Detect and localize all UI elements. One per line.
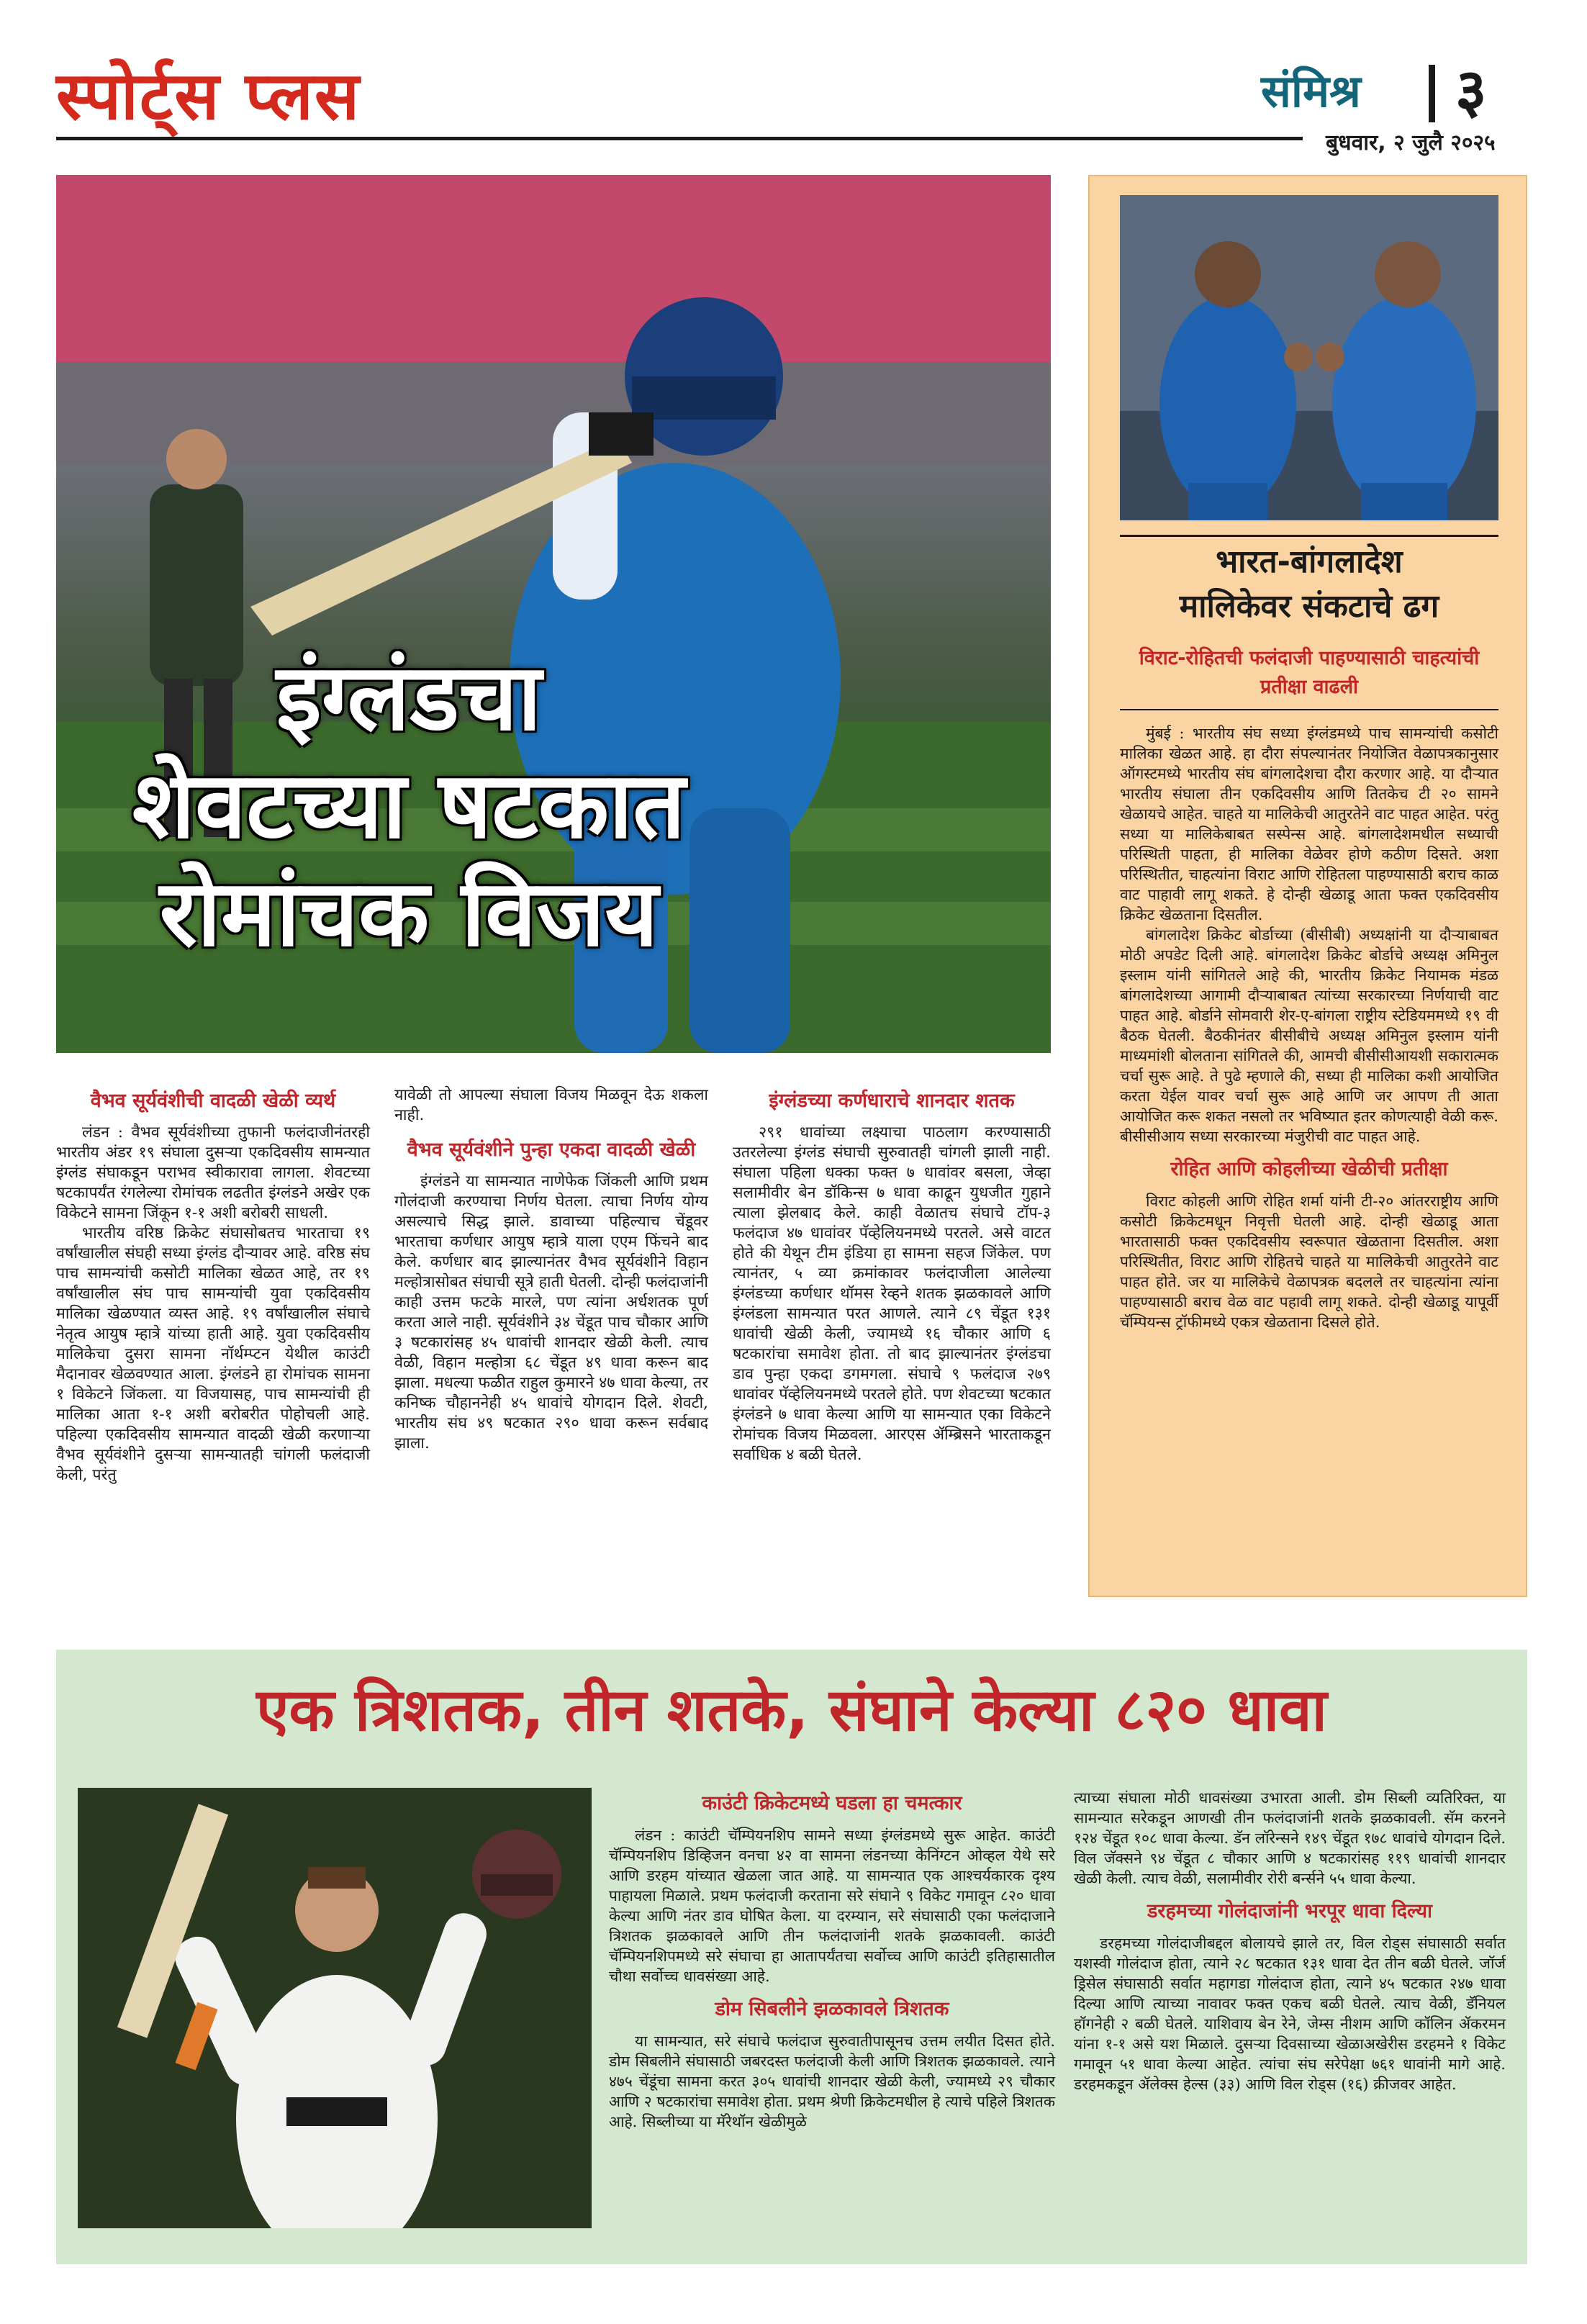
sidebar-rule — [1120, 535, 1498, 537]
sidebar-story — [1088, 175, 1527, 1597]
bottom-column-1 — [609, 1788, 1055, 2132]
sidebar-rule — [1120, 709, 1498, 710]
column-2-heading: वैभव सूर्यवंशीने पुन्हा एकदा वादळी खेळी — [407, 1139, 696, 1161]
article-paragraph: इंग्लंडने या सामन्यात नाणेफेक जिंकली आणि प्रथम गोलंदाजी करण्याचा निर्णय घेतला. त्याचा निर्णय योग्य असल्याचे सिद्ध झाले. डावाच्या पहिल्याच चेंडूवर भारताचा कर्णधार आयुष म्हात्रे याला एएम फिंचने बाद केले. कर्णधार बाद झाल्यानंतर वैभव सूर्यवंशीने विहान मल्होत्रासोबत संघाची सूत्रे हाती घेतली. दोन्ही फलंदाजांनी काही उत्तम फटके मारले, पण त्यांना अर्धशतक पूर्ण करता आले नाही. सूर्यवंशीने ३४ चेंडूत पाच चौकार आणि ३ षटकारांसह ४५ धावांची शानदार खेळी केली. त्याच वेळी, विहान मल्होत्रा ६८ चेंडूत ४९ धावा करून बाद झाला. मधल्या फळीत राहुल कुमारने ४७ धावा केल्या, तर कनिष्क चौहाननेही ४५ धावांचे योगदान दिले. शेवटी, भारतीय संघ ४९ षटकात २९० धावा करून सर्वबाद झाला. — [394, 1172, 708, 1452]
sidebar-deck: विराट-रोहितची फलंदाजी पाहण्यासाठी चाहत्यांची प्रतीक्षा वाढली — [1139, 647, 1480, 698]
article-column-3 — [733, 1085, 1051, 1465]
article-paragraph: या सामन्यात, सरे संघाचे फलंदाज सुरुवातीपासूनच उत्तम लयीत दिसत होते. डोम सिबलीने संघासाठी जबरदस्त फलंदाजी केली आणि त्रिशतक झळकावले. त्याने ४७५ चेंडूंचा सामना करत ३०५ धावांची शानदार खेळी केली, ज्यामध्ये २९ चौकार आणि २ षटकारांचा समावेश होता. प्रथम श्रेणी क्रिकेटमधील हे त्याचे पहिले त्रिशतक आहे. सिब्लीच्या या मॅरेथॉन खेळीमुळे — [609, 2033, 1055, 2130]
masthead-rule — [56, 137, 1303, 140]
sidebar-body — [1120, 723, 1498, 1332]
article-column-1 — [56, 1085, 370, 1486]
article-paragraph: डरहमच्या गोलंदाजीबद्दल बोलायचे झाले तर, विल रोड्स संघासाठी सर्वात यशस्वी गोलंदाज होता, त्याने २८ षटकात १३१ धावा देत तीन बळी घेतले. जॉर्ज ड्रिसेल संघासाठी सर्वात महागडा गोलंदाज होता, त्याने ४५ षटकात २४७ धावा दिल्या आणि त्याच्या नावावर फक्त एकच बळी घेतले. त्याच वेळी, डॅनियल हॉगनेही २ बळी घेतले. याशिवाय बेन रेने, जेम्स नीशम आणि कॉलिन ॲकरमन यांना १-१ असे यश मिळाले. दुसऱ्या दिवसाच्या खेळाअखेरीस डरहमने १ विकेट गमावून ५१ धावा केल्या आहेत. त्यांचा संघ सरेपेक्षा ७६१ धावांनी मागे आहे. डरहमकडून ॲलेक्स हेल्स (३३) आणि विल रोड्स (१६) क्रीजवर आहेत. — [1074, 1935, 1506, 2093]
column-3-heading: इंग्लंडच्या कर्णधाराचे शानदार शतक — [769, 1090, 1015, 1112]
hero-photo — [56, 175, 1051, 1053]
sidebar-photo — [1120, 195, 1498, 520]
column-1-heading: वैभव सूर्यवंशीची वादळी खेळी व्यर्थ — [90, 1090, 336, 1112]
section-separator — [1429, 65, 1435, 122]
article-paragraph: लंडन : काउंटी चॅम्पियनशिप सामने सध्या इंग्लंडमध्ये सुरू आहेत. काउंटी चॅम्पियनशिप डिव्हिजन वनचा ४२ वा सामना लंडनच्या केनिंग्टन ओव्हल येथे सरे आणि डरहम यांच्यात खेळला जात आहे. या सामन्यात एक आश्चर्यकारक दृश्य पाहायला मिळाले. प्रथम फलंदाजी करताना सरे संघाने ९ विकेट गमावून ८२० धावा केल्या आणि नंतर डाव घोषित केला. या दरम्यान, सरे संघासाठी एका फलंदाजाने त्रिशतक झळकावले आणि तीन फलंदाजांनी शतके झळकावली. काउंटी चॅम्पियनशिपमध्ये सरे संघाचा हा आतापर्यंतचा सर्वोच्च आणि काउंटी इतिहासातील चौथा सर्वोच्च धावसंख्या आहे. — [609, 1827, 1055, 1985]
article-column-2 — [394, 1085, 708, 1454]
hero-headline-line: रोमांचक विजय — [159, 860, 659, 967]
masthead-title: स्पोर्ट्स प्लस — [56, 58, 361, 135]
hero-headline — [85, 644, 733, 968]
article-paragraph: २९१ धावांच्या लक्ष्याचा पाठलाग करण्यासाठी उतरलेल्या इंग्लंड संघाची सुरुवातही चांगली झाली नाही. संघाला पहिला धक्का फक्त ७ धावांवर बसला, जेव्हा सलामीवीर बेन डॉकिन्स ७ धावा काढून युधजीत गुहाने त्याला झेलबाद केले. काही वेळातच संघाचे टॉप-३ फलंदाज ४७ धावांवर पॅव्हेलियनमध्ये परतले. असे वाटत होते की येथून टीम इंडिया हा सामना सहज जिंकेल. पण त्यानंतर, ५ व्या क्रमांकावर फलंदाजीला आलेल्या इंग्लंडच्या कर्णधार थॉमस रेव्हने शतक झळकावले आणि इंग्लंडला सामन्यात परत आणले. त्याने ८९ चेंडूत १३१ धावांची खेळी केली, ज्यामध्ये १६ चौकार आणि ६ षटकारांचा समावेश होता. तो बाद झाल्यानंतर इंग्लंडचा डाव पुन्हा एकदा डगमगला. संघाचे ९ फलंदाज २७९ धावांवर पॅव्हेलियनमध्ये परतले होते. पण शेवटच्या षटकात इंग्लंडने ७ धावा केल्या आणि या सामन्यात एका विकेटने रोमांचक विजय मिळवला. आरएस ॲम्ब्रिसने भारताकडून सर्वाधिक ४ बळी घेतले. — [733, 1123, 1051, 1464]
batsman-celebrating-illustration — [78, 1788, 592, 2228]
bottom-column-1-subheading: डोम सिबलीने झळकावले त्रिशतक — [715, 1998, 949, 2020]
issue-date: बुधवार, २ जुलै २०२५ — [1326, 130, 1496, 155]
sidebar-subheading: रोहित आणि कोहलीच्या खेळीची प्रतीक्षा — [1170, 1158, 1448, 1180]
bottom-story — [56, 1650, 1527, 2264]
bottom-column-2 — [1074, 1788, 1506, 2094]
article-paragraph: बांगलादेश क्रिकेट बोर्डाच्या (बीसीबी) अध्यक्षांनी या दौऱ्याबाबत मोठी अपडेट दिली आहे. बांगलादेश क्रिकेट बोर्डाचे अध्यक्ष अमिनुल इस्लाम यांनी सांगितले आहे की, भारतीय क्रिकेट नियामक मंडळ बांगलादेशच्या आगामी दौऱ्याबाबत त्यांच्या सरकारच्या निर्णयाची वाट पाहत आहे. बोर्डाने सोमवारी शेर-ए-बांगला राष्ट्रीय स्टेडियममध्ये १९ वी बैठक घेतली. बैठकीनंतर बीसीबीचे अध्यक्ष अमिनुल इस्लाम यांनी माध्यमांशी बोलताना सांगितले की, आमची बीसीसीआयशी सकारात्मक चर्चा सुरू आहे. ते पुढे म्हणाले की, सध्या ही मालिका कशी आयोजित करता येईल यावर चर्चा सुरू आहे आणि जर आपण ती आता आयोजित करू शकत नसलो तर भविष्यात इतर कोणत्याही वेळी करू. बीसीसीआय सध्या सरकारच्या मंजुरीची वाट पाहत आहे. — [1120, 926, 1498, 1145]
bottom-column-2-heading: डरहमच्या गोलंदाजांनी भरपूर धावा दिल्या — [1147, 1900, 1433, 1922]
section-name: संमिश्र — [1261, 65, 1361, 117]
sidebar-headline — [1120, 540, 1498, 629]
hero-headline-line: शेवटच्या षटकात — [132, 752, 686, 859]
article-paragraph: मुंबई : भारतीय संघ सध्या इंग्लंडमध्ये पाच सामन्यांची कसोटी मालिका खेळत आहे. हा दौरा संपल्यानंतर नियोजित वेळापत्रकानुसार ऑगस्टमध्ये भारतीय संघ बांगलादेशचा दौरा करणार आहे. या दौऱ्यात भारतीय संघाला तीन एकदिवसीय आणि तितकेच टी २० सामने खेळायचे आहेत. चाहते या मालिकेची आतुरतेने वाट पाहत आहेत. परंतु सध्या या मालिकेबाबत सस्पेन्स आहे. बांगलादेशमधील सध्याची परिस्थिती पाहता, ही मालिका वेळेवर होणे कठीण दिसते. अशा परिस्थितीत, चाहत्यांना विराट आणि रोहितला पाहण्यासाठी बराच काळ वाट पाहावी लागू शकते. हे दोन्ही खेळाडू आता फक्त एकदिवसीय क्रिकेट खेळताना दिसतील. — [1120, 725, 1498, 923]
sidebar-headline-line: मालिकेवर संकटाचे ढग — [1179, 588, 1439, 625]
bottom-headline: एक त्रिशतक, तीन शतके, संघाने केल्या ८२० धावा — [256, 1676, 1327, 1745]
page-number: ३ — [1455, 55, 1487, 126]
players-fist-bump-illustration — [1120, 195, 1498, 520]
bottom-column-1-heading: काउंटी क्रिकेटमध्ये घडला हा चमत्कार — [702, 1792, 962, 1814]
sidebar-headline-line: भारत-बांगलादेश — [1216, 543, 1403, 580]
article-paragraph: यावेळी तो आपल्या संघाला विजय मिळवून देऊ शकला नाही. — [394, 1086, 708, 1124]
article-paragraph: विराट कोहली आणि रोहित शर्मा यांनी टी-२० आंतरराष्ट्रीय आणि कसोटी क्रिकेटमधून निवृत्ती घेतली आहे. दोन्ही खेळाडू आता भारतासाठी फक्त एकदिवसीय स्वरूपात खेळताना दिसतील. अशा परिस्थितीत, विराट आणि रोहितचे चाहते या मालिकेची आतुरतेने वाट पाहत होते. जर या मालिकेचे वेळापत्रक बदलले तर चाहत्यांना त्यांना पाहण्यासाठी बराच वेळ वाट पहावी लागू शकते. दोन्ही खेळाडू यापूर्वी चॅम्पियन्स ट्रॉफीमध्ये एकत्र खेळताना दिसले होते. — [1120, 1193, 1498, 1331]
article-paragraph: लंडन : वैभव सूर्यवंशीच्या तुफानी फलंदाजीनंतरही भारतीय अंडर १९ संघाला दुसऱ्या एकदिवसीय सामन्यात इंग्लंड संघाकडून पराभव स्वीकारावा लागला. शेवटच्या षटकापर्यंत रंगलेल्या रोमांचक लढतीत इंग्लंडने अखेर एक विकेटने सामना जिंकून १-१ अशी बरोबरी साधली. — [56, 1123, 370, 1222]
bottom-photo — [78, 1788, 592, 2228]
hero-headline-line: इंग्लंडचा — [276, 644, 542, 751]
article-paragraph: भारतीय वरिष्ठ क्रिकेट संघासोबतच भारताचा १९ वर्षांखालील संघही सध्या इंग्लंड दौऱ्यावर आहे. वरिष्ठ संघ पाच सामन्यांची कसोटी मालिका खेळत आहे, तर १९ वर्षांखालील संघ पाच सामन्यांची युवा एकदिवसीय मालिका खेळण्यात व्यस्त आहे. १९ वर्षांखालील संघाचे नेतृत्व आयुष म्हात्रे यांच्या हाती आहे. युवा एकदिवसीय मालिकेचा दुसरा सामना नॉर्थम्प्टन येथील काउंटी मैदानावर खेळवण्यात आला. इंग्लंडने हा रोमांचक सामना १ विकेटने जिंकला. या विजयासह, पाच सामन्यांची ही मालिका आता १-१ अशी बरोबरीत पोहोचली आहे. पहिल्या एकदिवसीय सामन्यात वादळी खेळी करणाऱ्या वैभव सूर्यवंशीने दुसऱ्या सामन्यातही चांगली फलंदाजी केली, परंतु — [56, 1224, 370, 1484]
article-paragraph: त्याच्या संघाला मोठी धावसंख्या उभारता आली. डोम सिब्ली व्यतिरिक्त, या सामन्यात सरेकडून आणखी तीन फलंदाजांनी शतके झळकावली. सॅम करनने १२४ चेंडूत १०८ धावा केल्या. डॅन लॉरेन्सने १४९ चेंडूत १७८ धावांचे योगदान दिले. विल जॅक्सने ९४ चेंडूत ८ चौकार आणि ४ षटकारांसह ११९ धावांची शानदार खेळी केली. त्याच वेळी, सलामीवीर रोरी बर्न्सने ५५ धावा केल्या. — [1074, 1789, 1506, 1887]
